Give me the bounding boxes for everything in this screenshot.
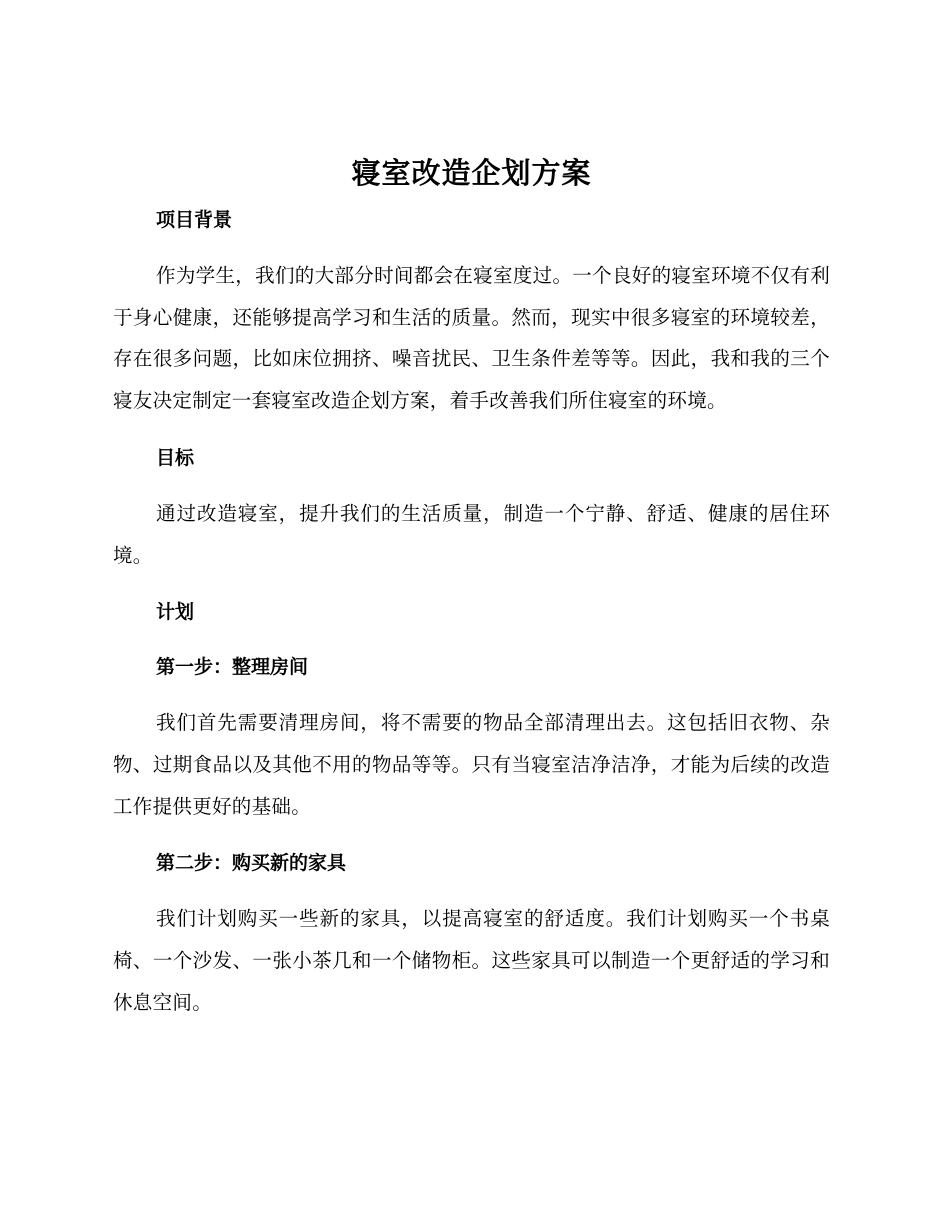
section-heading-background: 项目背景 <box>156 209 233 231</box>
document-body <box>113 150 830 1023</box>
document-title: 寝室改造企划方案 <box>351 156 592 190</box>
paragraph-step1: 我们首先需要清理房间，将不需要的物品全部清理出去。这包括旧衣物、杂物、过期食品以及其他不用的物品等等。只有当寝室洁净洁净，才能为后续的改造工作提供更好的基础。 <box>113 711 830 818</box>
section-heading-goal: 目标 <box>156 446 195 469</box>
section-heading-step2: 第二步：购买新的家具 <box>156 852 347 875</box>
section-heading-plan: 计划 <box>156 601 195 624</box>
paragraph-background: 作为学生，我们的大部分时间都会在寝室度过。一个良好的寝室环境不仅有利于身心健康，还能够提高学习和生活的质量。然而，现实中很多寝室的环境较差，存在很多问题，比如床位拥挤、噪音扰民、卫生条件差等等。因此，我和我的三个寝友决定制定一套寝室改造企划方案，着手改善我们所住寝室的环境。 <box>113 264 830 413</box>
paragraph-step2: 我们计划购买一些新的家具，以提高寝室的舒适度。我们计划购买一个书桌椅、一个沙发、一张小茶几和一个储物柜。这些家具可以制造一个更舒适的学习和休息空间。 <box>113 907 830 1014</box>
section-heading-step1: 第一步：整理房间 <box>156 656 309 679</box>
paragraph-goal: 通过改造寝室，提升我们的生活质量，制造一个宁静、舒适、健康的居住环境。 <box>113 501 830 567</box>
